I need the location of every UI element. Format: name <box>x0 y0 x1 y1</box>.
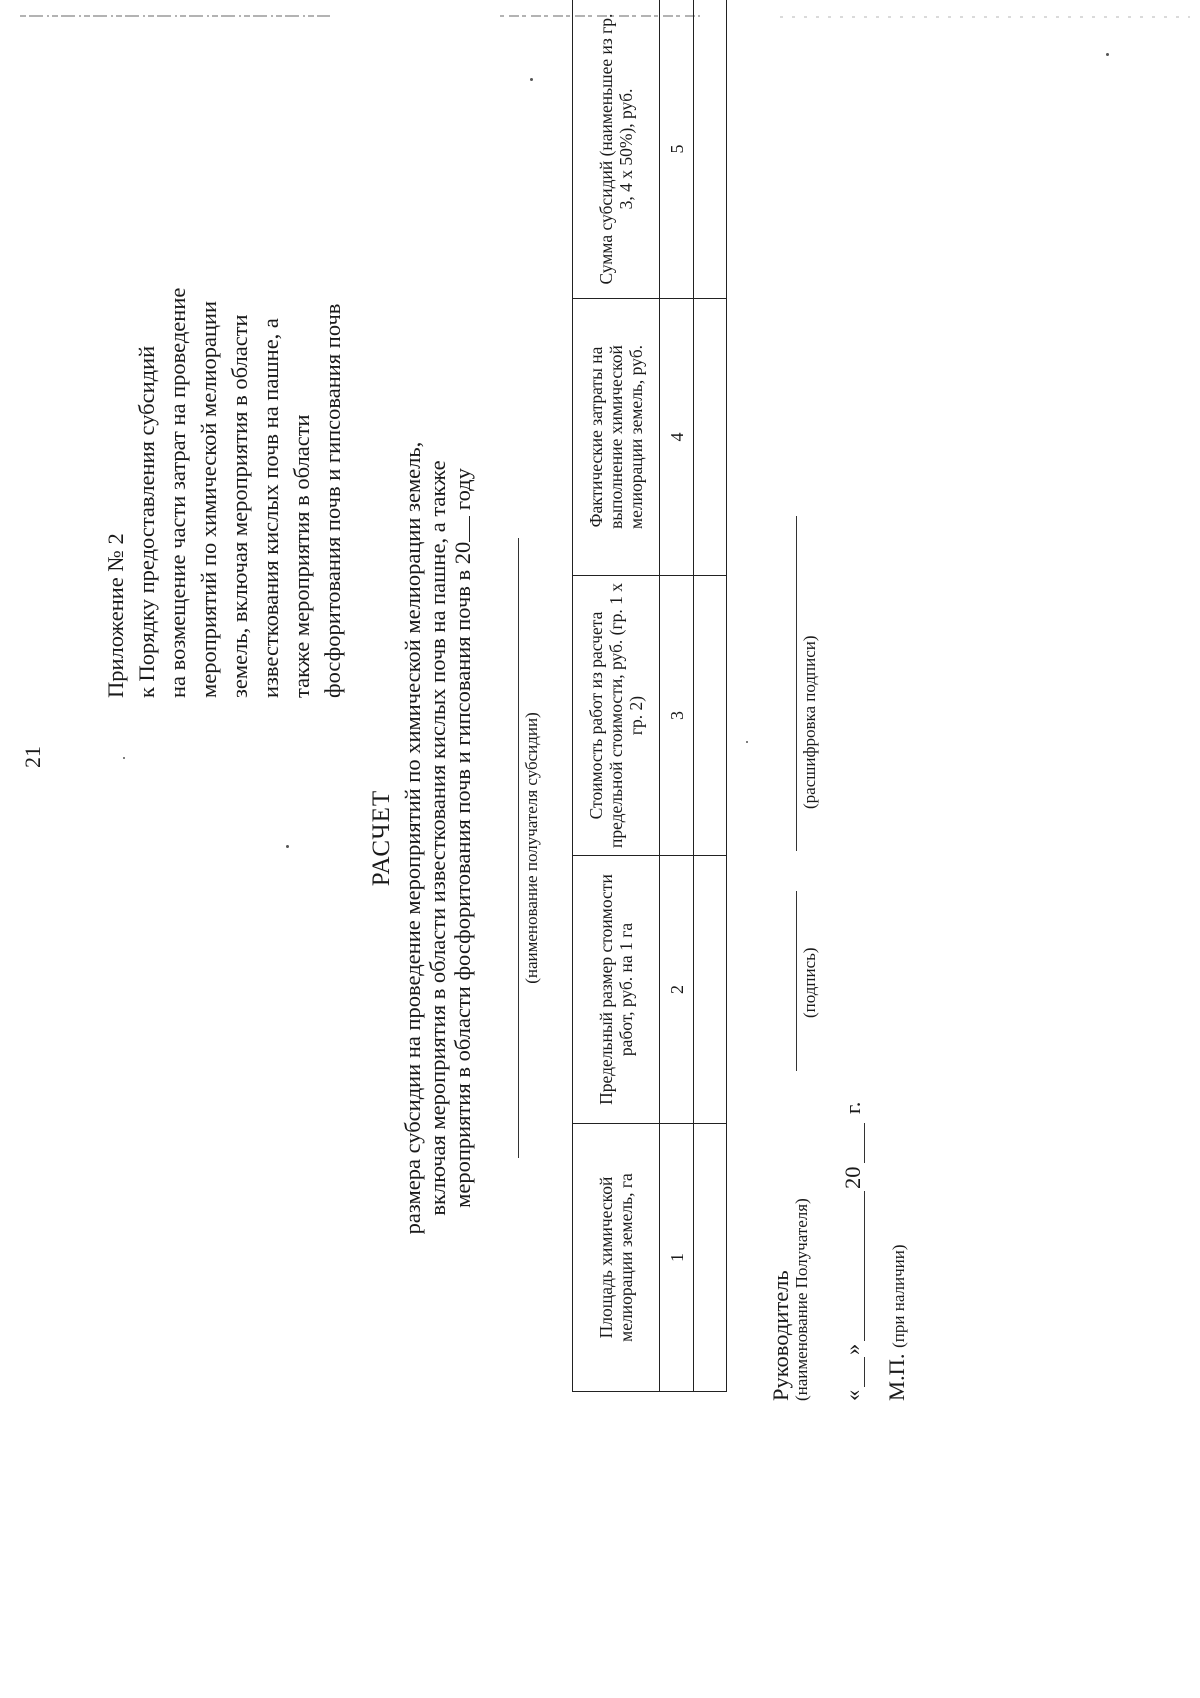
column-number: 1 <box>660 1124 694 1392</box>
column-number: 3 <box>660 576 694 856</box>
subtitle-line-end: году <box>450 468 475 511</box>
appendix-line: мероприятий по химической мелиорации <box>196 300 221 698</box>
date-day-blank[interactable] <box>864 1357 865 1387</box>
table-header-cell: Площадь химической мелиорации земель, га <box>573 1124 660 1392</box>
date-year: 20 <box>840 1166 865 1189</box>
document-title: РАСЧЕТ <box>368 789 395 887</box>
column-number: 5 <box>660 0 694 299</box>
table-header-cell: Предельный размер стоимости работ, руб. на 1 га <box>573 856 660 1124</box>
transcript-caption: (расшифровка подписи) <box>800 635 819 809</box>
page-number: 21 <box>20 746 45 768</box>
appendix-header <box>100 38 348 698</box>
appendix-line: известкования кислых почв на пашне, а <box>258 318 283 698</box>
signature-line[interactable] <box>796 891 797 1071</box>
appendix-line: фосфоритования почв и гипсования почв <box>320 303 345 698</box>
stamp-label-text: М.П. <box>884 1353 909 1401</box>
appendix-line: к Порядку предоставления субсидий <box>134 345 159 698</box>
head-label: Руководитель <box>768 1270 793 1401</box>
table-cell[interactable] <box>694 1124 727 1392</box>
table-header-cell: Сумма субсидий (наименьшее из гр. 3, 4 х 50%), руб. <box>573 0 660 299</box>
table-cell[interactable] <box>694 856 727 1124</box>
table-cell[interactable] <box>694 576 727 856</box>
signature-caption: (подпись) <box>800 947 819 1018</box>
date-open-quote: « <box>840 1389 865 1401</box>
table-header-row <box>573 0 660 1392</box>
appendix-line: на возмещение части затрат на проведение <box>165 287 190 698</box>
appendix-line: Приложение № 2 <box>103 533 128 698</box>
stamp-label <box>884 1244 910 1401</box>
table-header-cell: Фактические затраты на выполнение химической мелиорации земель, руб. <box>573 299 660 576</box>
subtitle-line: размера субсидии на проведение мероприятий по химической мелиорации земель, <box>400 441 425 1235</box>
date-close-quote: » <box>840 1343 865 1355</box>
table-header-cell: Стоимость работ из расчета предельной стоимости, руб. (гр. 1 х гр. 2) <box>573 576 660 856</box>
column-number: 4 <box>660 299 694 576</box>
date-suffix: г. <box>840 1101 865 1114</box>
column-number: 2 <box>660 856 694 1124</box>
date-year-blank[interactable] <box>864 1123 865 1163</box>
head-caption: (наименование Получателя) <box>792 1198 811 1401</box>
subtitle-line <box>450 398 475 1278</box>
stamp-note: (при наличии) <box>889 1244 908 1348</box>
date-month-blank[interactable] <box>864 1191 865 1341</box>
appendix-line: также мероприятия в области <box>289 414 314 698</box>
table-cell[interactable] <box>694 0 727 299</box>
recipient-name-line[interactable] <box>518 538 519 1158</box>
subtitle-line-text: мероприятия в области фосфоритования почв и гипсования почв в 20 <box>450 541 475 1208</box>
table-data-row <box>694 0 727 1392</box>
transcript-line[interactable] <box>796 516 797 851</box>
document-subtitle <box>400 398 475 1278</box>
table-cell[interactable] <box>694 299 727 576</box>
appendix-line: земель, включая мероприятия в области <box>227 314 252 698</box>
year-blank[interactable] <box>451 516 470 542</box>
calculation-table <box>572 0 727 1392</box>
subtitle-line: включая мероприятия в области известкования кислых почв на пашне, а также <box>425 460 450 1216</box>
table-number-row <box>660 0 694 1392</box>
recipient-caption: (наименование получателя субсидии) <box>522 712 541 984</box>
